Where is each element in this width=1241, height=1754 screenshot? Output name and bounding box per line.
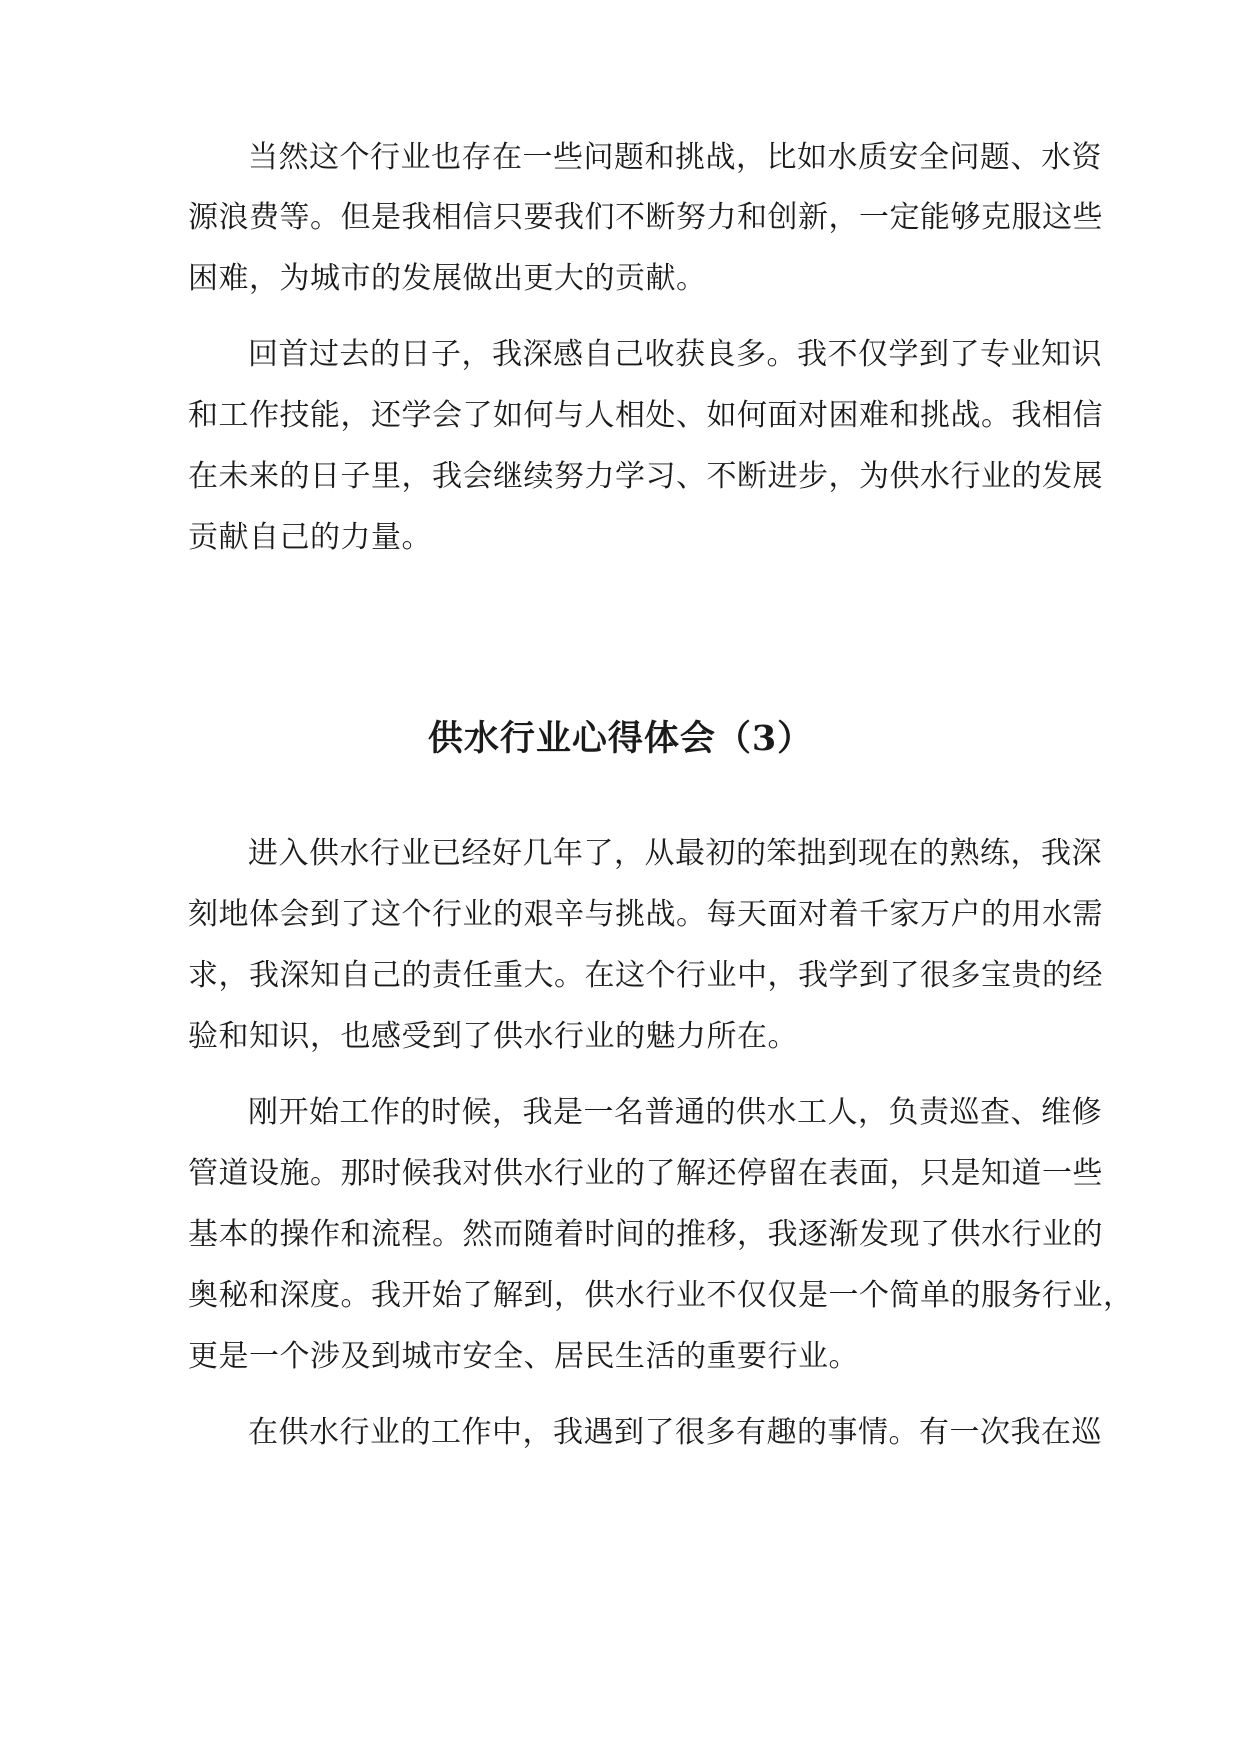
text-line: 更是一个涉及到城市安全、居民生活的重要行业。 xyxy=(188,1339,859,1374)
text-line: 源浪费等。但是我相信只要我们不断努力和创新，一定能够克服这些 xyxy=(188,200,1103,235)
text-line: 在供水行业的工作中，我遇到了很多有趣的事情。有一次我在巡 xyxy=(248,1415,1102,1450)
text-line: 回首过去的日子，我深感自己收获良多。我不仅学到了专业知识 xyxy=(248,337,1102,372)
text-line: 奥秘和深度。我开始了解到，供水行业不仅仅是一个简单的服务行业， xyxy=(188,1278,1134,1313)
text-line: 刚开始工作的时候，我是一名普通的供水工人，负责巡查、维修 xyxy=(248,1095,1102,1130)
text-line: 贡献自己的力量。 xyxy=(188,520,432,555)
text-line: 验和知识，也感受到了供水行业的魅力所在。 xyxy=(188,1019,798,1054)
section-title: 供水行业心得体会（3） xyxy=(427,718,814,759)
text-line: 管道设施。那时候我对供水行业的了解还停留在表面，只是知道一些 xyxy=(188,1156,1103,1191)
text-line: 进入供水行业已经好几年了，从最初的笨拙到现在的熟练，我深 xyxy=(248,836,1102,871)
text-line: 困难，为城市的发展做出更大的贡献。 xyxy=(188,261,707,296)
text-line: 刻地体会到了这个行业的艰辛与挑战。每天面对着千家万户的用水需 xyxy=(188,897,1103,932)
text-line: 在未来的日子里，我会继续努力学习、不断进步，为供水行业的发展 xyxy=(188,459,1103,494)
text-line: 基本的操作和流程。然而随着时间的推移，我逐渐发现了供水行业的 xyxy=(188,1217,1103,1252)
text-line: 求，我深知自己的责任重大。在这个行业中，我学到了很多宝贵的经 xyxy=(188,958,1103,993)
text-line: 当然这个行业也存在一些问题和挑战，比如水质安全问题、水资 xyxy=(248,140,1102,175)
text-line: 和工作技能，还学会了如何与人相处、如何面对困难和挑战。我相信 xyxy=(188,398,1103,433)
